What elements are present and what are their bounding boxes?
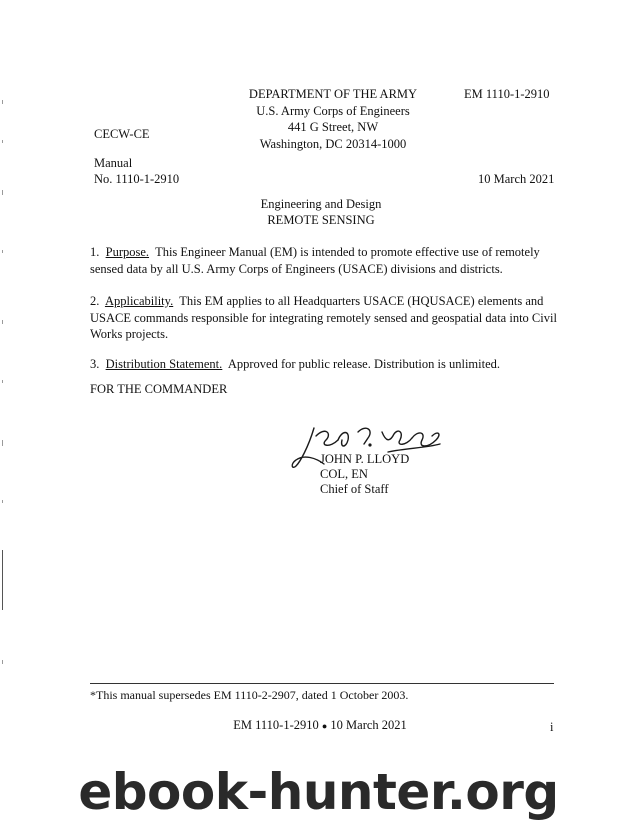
paragraph-applicability	[90, 293, 560, 343]
paragraph-purpose	[90, 244, 560, 277]
doc-number: EM 1110-1-2910	[464, 87, 550, 101]
footer-date: 10 March 2021	[330, 718, 407, 732]
letterhead	[220, 86, 446, 152]
manual-number: No. 1110-1-2910	[94, 172, 180, 186]
paragraph-text: Approved for public release. Distribution is unlimited.	[227, 357, 501, 371]
paragraph-heading: Applicability.	[104, 294, 174, 308]
watermark: ebook-hunter.org	[78, 763, 559, 821]
paragraph-number: 2.	[90, 294, 100, 308]
manual-label: Manual	[94, 156, 133, 170]
org-name: DEPARTMENT OF THE ARMY	[248, 87, 418, 101]
issue-date: 10 March 2021	[478, 172, 555, 186]
footer-doc-number: EM 1110-1-2910	[233, 718, 319, 732]
signer-title: Chief of Staff	[320, 482, 389, 496]
footer-bullet: ●	[321, 721, 328, 731]
paragraph-text: This EM applies to all Headquarters USACE (HQUSACE) elements and USACE commands responsible for integrating remotely sensed and geospatial data into Civil Works projects.	[90, 294, 557, 341]
signer-rank: COL, EN	[320, 467, 368, 481]
org-city: Washington, DC 20314-1000	[259, 136, 407, 151]
footnote: *This manual supersedes EM 1110-2-2907, dated 1 October 2003.	[90, 688, 409, 702]
closing-line: FOR THE COMMANDER	[90, 382, 228, 396]
paragraph-number: 3.	[90, 357, 100, 371]
title-main: REMOTE SENSING	[267, 213, 375, 227]
signer-name: JOHN P. LLOYD	[320, 452, 410, 466]
footnote-rule	[90, 683, 554, 684]
org-subname: U.S. Army Corps of Engineers	[256, 103, 410, 118]
title-subject: Engineering and Design	[260, 197, 382, 211]
page-footer	[190, 717, 450, 734]
scan-margin-marks	[2, 80, 4, 720]
office-symbol: CECW-CE	[94, 127, 150, 141]
paragraph-heading: Purpose.	[105, 245, 150, 259]
page-number: i	[550, 720, 554, 734]
paragraph-heading: Distribution Statement.	[105, 357, 223, 371]
signature-block	[320, 452, 409, 497]
org-street: 441 G Street, NW	[287, 120, 379, 134]
document-title	[200, 196, 442, 228]
paragraph-number: 1.	[90, 245, 100, 259]
paragraph-distribution	[90, 356, 560, 373]
paragraph-text: This Engineer Manual (EM) is intended to promote effective use of remotely sensed data by all U.S. Army Corps of Engineers (USACE) divisions and districts.	[90, 245, 540, 276]
